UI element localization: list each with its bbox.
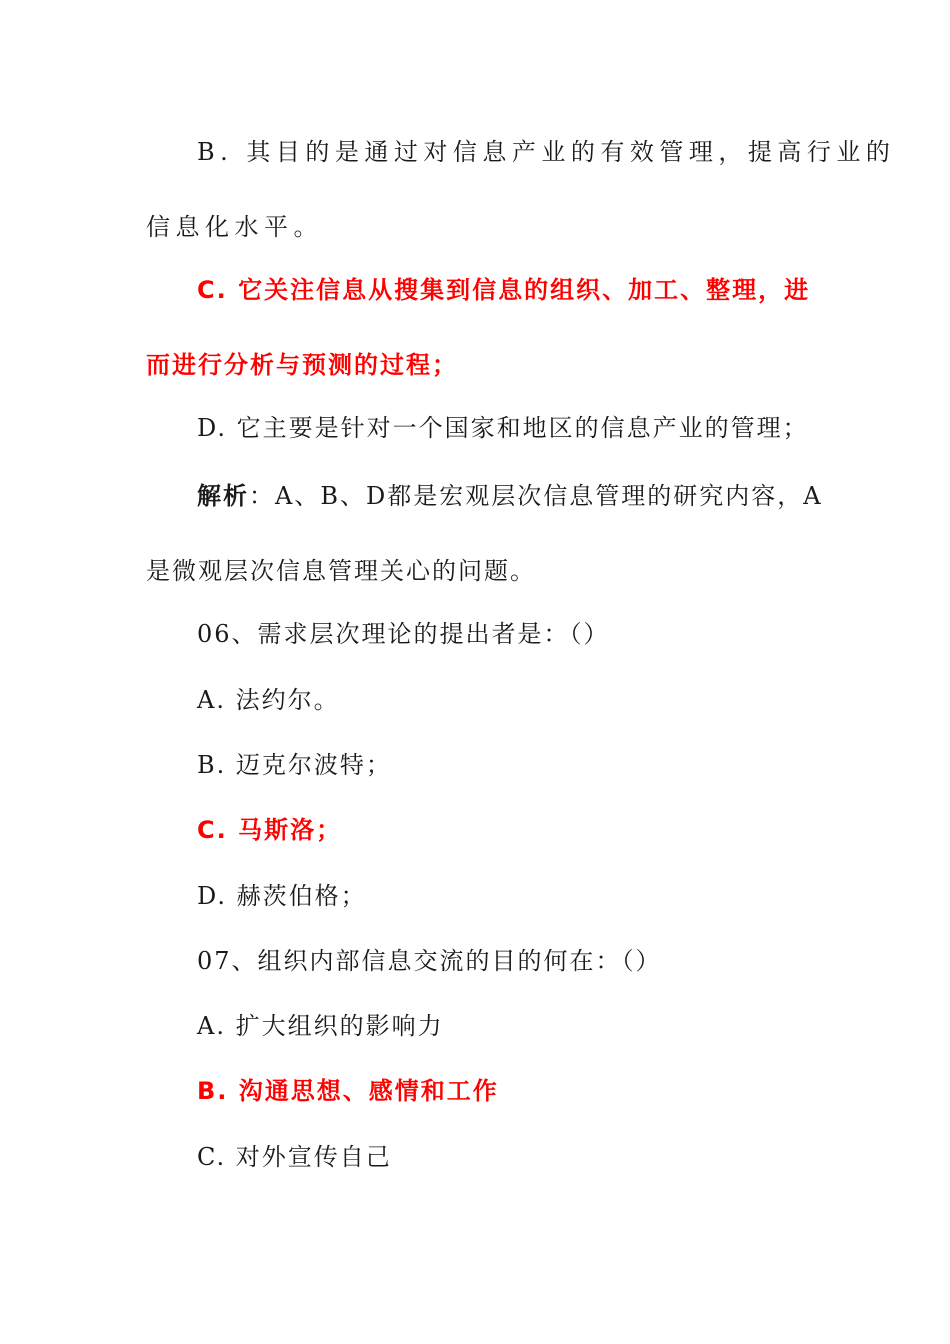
q5-option-b-line1: B. 其目的是通过对信息产业的有效管理，提高行业的 (197, 138, 896, 166)
q6-option-a: A. 法约尔。 (197, 686, 340, 714)
q7-question: 07、组织内部信息交流的目的何在：（） (197, 947, 662, 975)
q6-option-c-correct: C. 马斯洛； (197, 816, 343, 844)
q5-option-c-correct-line1: C. 它关注信息从搜集到信息的组织、加工、整理，进 (197, 276, 811, 304)
q6-question: 06、需求层次理论的提出者是：（） (197, 620, 610, 648)
q5-option-b-line2: 信息化水平。 (146, 213, 323, 241)
q7-option-a: A. 扩大组织的影响力 (197, 1012, 444, 1040)
q5-option-d: D. 它主要是针对一个国家和地区的信息产业的管理； (197, 414, 809, 442)
analysis-text: ：A、B、D都是宏观层次信息管理的研究内容，A (249, 482, 823, 510)
q6-option-b: B. 迈克尔波特； (197, 751, 392, 779)
q5-option-c-correct-line2: 而进行分析与预测的过程； (146, 351, 458, 379)
q5-analysis-line2: 是微观层次信息管理关心的问题。 (146, 557, 536, 585)
q7-option-c: C. 对外宣传自己 (197, 1143, 392, 1171)
q5-analysis (0, 480, 950, 512)
q7-option-b-correct: B. 沟通思想、感情和工作 (197, 1077, 499, 1105)
analysis-label: 解析 (197, 482, 249, 510)
q6-option-d: D. 赫茨伯格； (197, 882, 367, 910)
